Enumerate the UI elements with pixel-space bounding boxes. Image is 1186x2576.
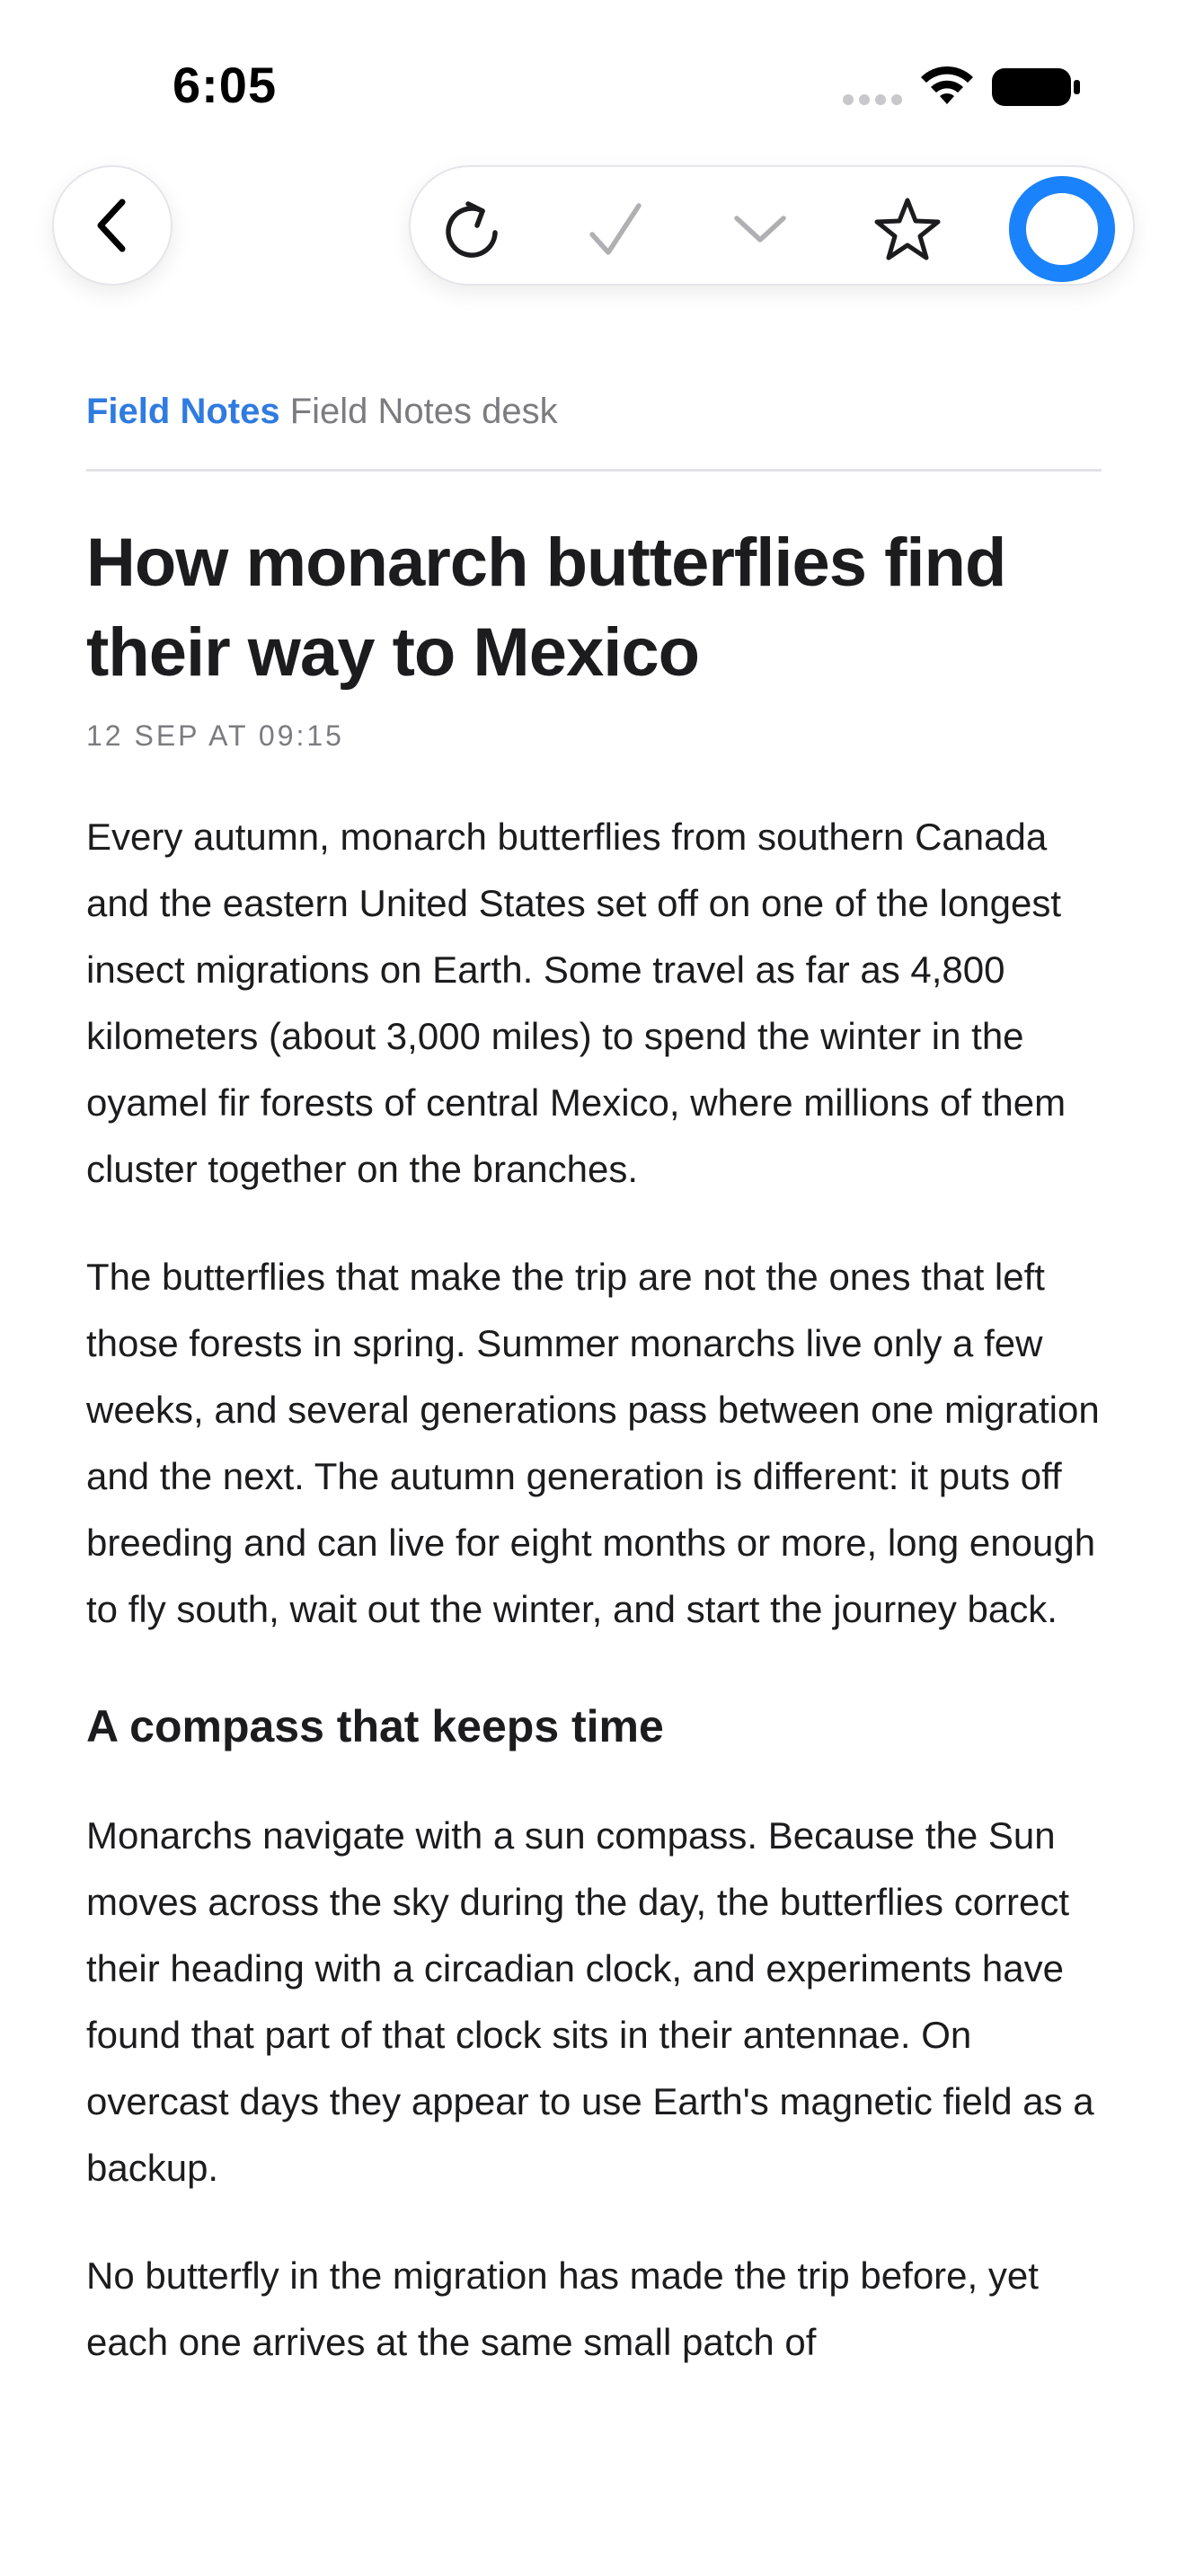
refresh-icon <box>443 197 502 261</box>
back-button[interactable] <box>52 165 173 286</box>
cellular-signal-icon <box>843 94 902 105</box>
article <box>86 386 1102 2376</box>
divider <box>86 469 1102 472</box>
star-button[interactable] <box>854 171 961 287</box>
status-time: 6:05 <box>173 57 278 113</box>
source-name-link[interactable]: Field Notes <box>86 392 280 431</box>
next-article-button[interactable] <box>706 171 814 287</box>
battery-icon <box>992 68 1080 106</box>
mark-read-button[interactable] <box>562 171 669 287</box>
circle-button[interactable] <box>1008 171 1116 287</box>
chevron-left-icon <box>90 197 135 254</box>
article-subheading: A compass that keeps time <box>86 1701 664 1751</box>
article-dateline: 12 SEP AT 09:15 <box>86 719 344 752</box>
article-title: How monarch butterflies find their way to Mexico <box>86 525 1006 691</box>
checkmark-icon <box>587 200 644 258</box>
article-paragraph: Monarchs navigate with a sun compass. Because the Sun moves across the sky during the day, the butterflies correct their heading with a circadian clock, and experiments have found that part of that clock sits in their antennae. On overcast days they appear to use Earth's magnetic field as a backup. <box>86 1814 1094 2189</box>
article-paragraph: No butterfly in the migration has made the trip before, yet each one arrives at the same small patch of <box>86 2254 1039 2363</box>
source-line <box>86 386 1102 437</box>
article-paragraph: The butterflies that make the trip are not the ones that left those forests in spring. Summer monarchs live only a few weeks, and several generations pass between one migration and the next. The autumn generation is different: it puts off breeding and can live for eight months or more, long enough to fly south, wait out the winter, and start the journey back. <box>86 1256 1100 1630</box>
chevron-down-icon <box>731 211 789 247</box>
circle-icon <box>1008 172 1116 286</box>
source-desk: Field Notes desk <box>289 392 558 431</box>
article-paragraph: Every autumn, monarch butterflies from southern Canada and the eastern United States set off on one of the longest insect migrations on Earth. Some travel as far as 4,800 kilometers (about 3,000 miles) to spend the winter in the oyamel fir forests of central Mexico, where millions of them cluster together on the branches. <box>86 816 1067 1190</box>
refresh-button[interactable] <box>419 171 527 287</box>
status-bar <box>0 0 1186 171</box>
star-icon <box>873 197 942 261</box>
wifi-icon <box>918 65 976 108</box>
